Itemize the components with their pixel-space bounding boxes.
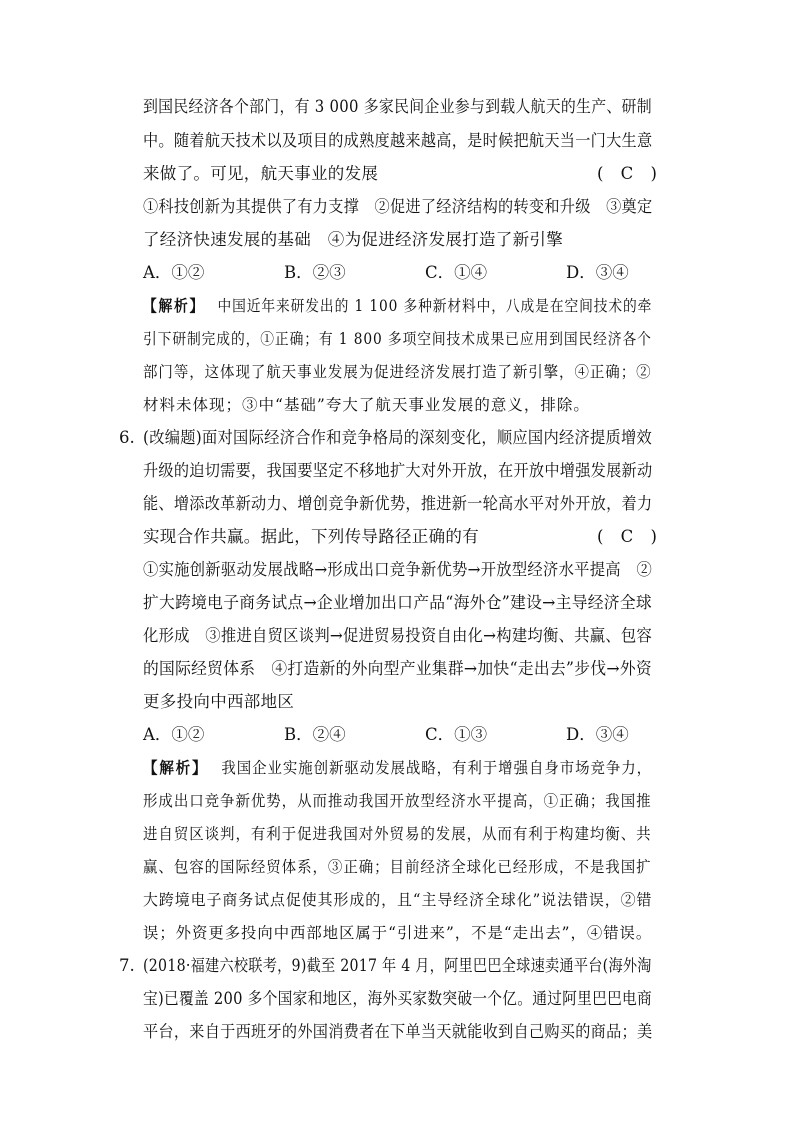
q6-explanation-line-5: 大跨境电子商务试点促使其形成的，且“主导经济全球化”说法错误，②错 <box>143 891 653 909</box>
q6-option-a: A．①② <box>143 725 205 744</box>
q6-option-c: C．①③ <box>425 725 488 744</box>
q7-number: 7. <box>119 956 135 975</box>
q6-number: 6. <box>119 428 135 447</box>
q6-stem-line-2: 升级的迫切需要，我国要坚定不移地扩大对外开放，在开放中增强发展新动 <box>143 461 653 480</box>
q6-statements-line-4: 的国际经贸体系 ④打造新的外向型产业集群→加快“走出去”步伐→外资 <box>143 659 652 678</box>
q6-explanation-line-1 <box>143 757 652 779</box>
q5-stem-line-2: 中。随着航天技术以及项目的成熟度越来越高，是时候把航天当一门大生意 <box>143 131 653 150</box>
q6-statements-line-2: 扩大跨境电子商务试点→企业增加出口产品“海外仓”建设→主导经济全球 <box>143 593 652 612</box>
q6-stem-line-3: 能、增添改革新动力、增创竞争新优势，推进新一轮高水平对外开放，着力 <box>143 494 653 513</box>
q6-stem-line-4: 实现合作共赢。据此，下列传导路径正确的有 <box>143 527 479 546</box>
q5-option-a: A．①② <box>143 263 205 282</box>
q5-explanation-text-1: 中国近年来研发出的 1 100 多种新材料中，八成是在空间技术的牵 <box>217 297 653 315</box>
q6-statements-line-5: 更多投向中西部地区 <box>143 692 295 711</box>
q5-statements-line-2: 了经济快速发展的基础 ④为促进经济发展打造了新引擎 <box>143 230 563 249</box>
q6-option-b: B．②④ <box>284 725 346 744</box>
q5-explanation-line-2: 引下研制完成的，①正确；有 1 800 多项空间技术成果已应用到国民经济各个 <box>143 330 652 348</box>
q5-option-d: D．③④ <box>566 263 629 282</box>
q5-statements-line-1: ①科技创新为其提供了有力支撑 ②促进了经济结构的转变和升级 ③奠定 <box>143 197 653 216</box>
q6-explanation-line-4: 赢、包容的国际经贸体系，③正确；目前经济全球化已经形成，不是我国扩 <box>143 858 652 876</box>
q5-explanation-label: 【解析】 <box>143 296 206 315</box>
q7-stem-line-2: 宝)已覆盖 200 多个国家和地区，海外买家数突破一个亿。通过阿里巴巴电商 <box>143 989 653 1008</box>
q6-answer: ( C ) <box>597 527 663 546</box>
q7-stem-line-3: 平台，来自于西班牙的外国消费者在下单当天就能收到自己购买的商品；美 <box>143 1022 653 1041</box>
q5-option-c: C．①④ <box>425 263 488 282</box>
q6-explanation-line-2: 形成出口竞争新优势，从而推动我国开放型经济水平提高，①正确；我国推 <box>143 792 652 810</box>
q5-answer: ( C ) <box>597 164 663 183</box>
q6-statements-line-1: ①实施创新驱动发展战略→形成出口竞争新优势→开放型经济水平提高 ② <box>143 560 653 579</box>
q5-explanation-line-3: 部门等，这体现了航天事业发展为促进经济发展打造了新引擎，④正确；② <box>143 363 652 381</box>
q6-explanation-label: 【解析】 <box>143 758 209 777</box>
q7-stem-line-1: (2018·福建六校联考，9)截至 2017 年 4 月，阿里巴巴全球速卖通平台(海外淘 <box>143 956 652 975</box>
q6-stem-line-1: (改编题)面对国际经济合作和竞争格局的深刻变化，顺应国内经济提质增效 <box>143 428 653 447</box>
q6-option-d: D．③④ <box>566 725 629 744</box>
q6-explanation-line-6: 误；外资更多投向中西部地区属于“引进来”，不是“走出去”，④错误。 <box>143 924 653 942</box>
q5-explanation-line-1 <box>143 295 652 317</box>
q5-option-b: B．②③ <box>284 263 346 282</box>
q5-stem-line-1: 到国民经济各个部门，有 3 000 多家民间企业参与到载人航天的生产、研制 <box>143 97 652 116</box>
q5-explanation-line-4: 材料未体现；③中“基础”夸大了航天事业发展的意义，排除。 <box>143 396 590 414</box>
q5-stem-line-3: 来做了。可见，航天事业的发展 <box>143 164 379 183</box>
q6-statements-line-3: 化形成 ③推进自贸区谈判→促进贸易投资自由化→构建均衡、共赢、包容 <box>143 626 653 645</box>
q6-explanation-text-1: 我国企业实施创新驱动发展战略，有利于增强自身市场竞争力， <box>221 759 653 777</box>
q6-explanation-line-3: 进自贸区谈判，有利于促进我国对外贸易的发展，从而有利于构建均衡、共 <box>143 825 652 843</box>
